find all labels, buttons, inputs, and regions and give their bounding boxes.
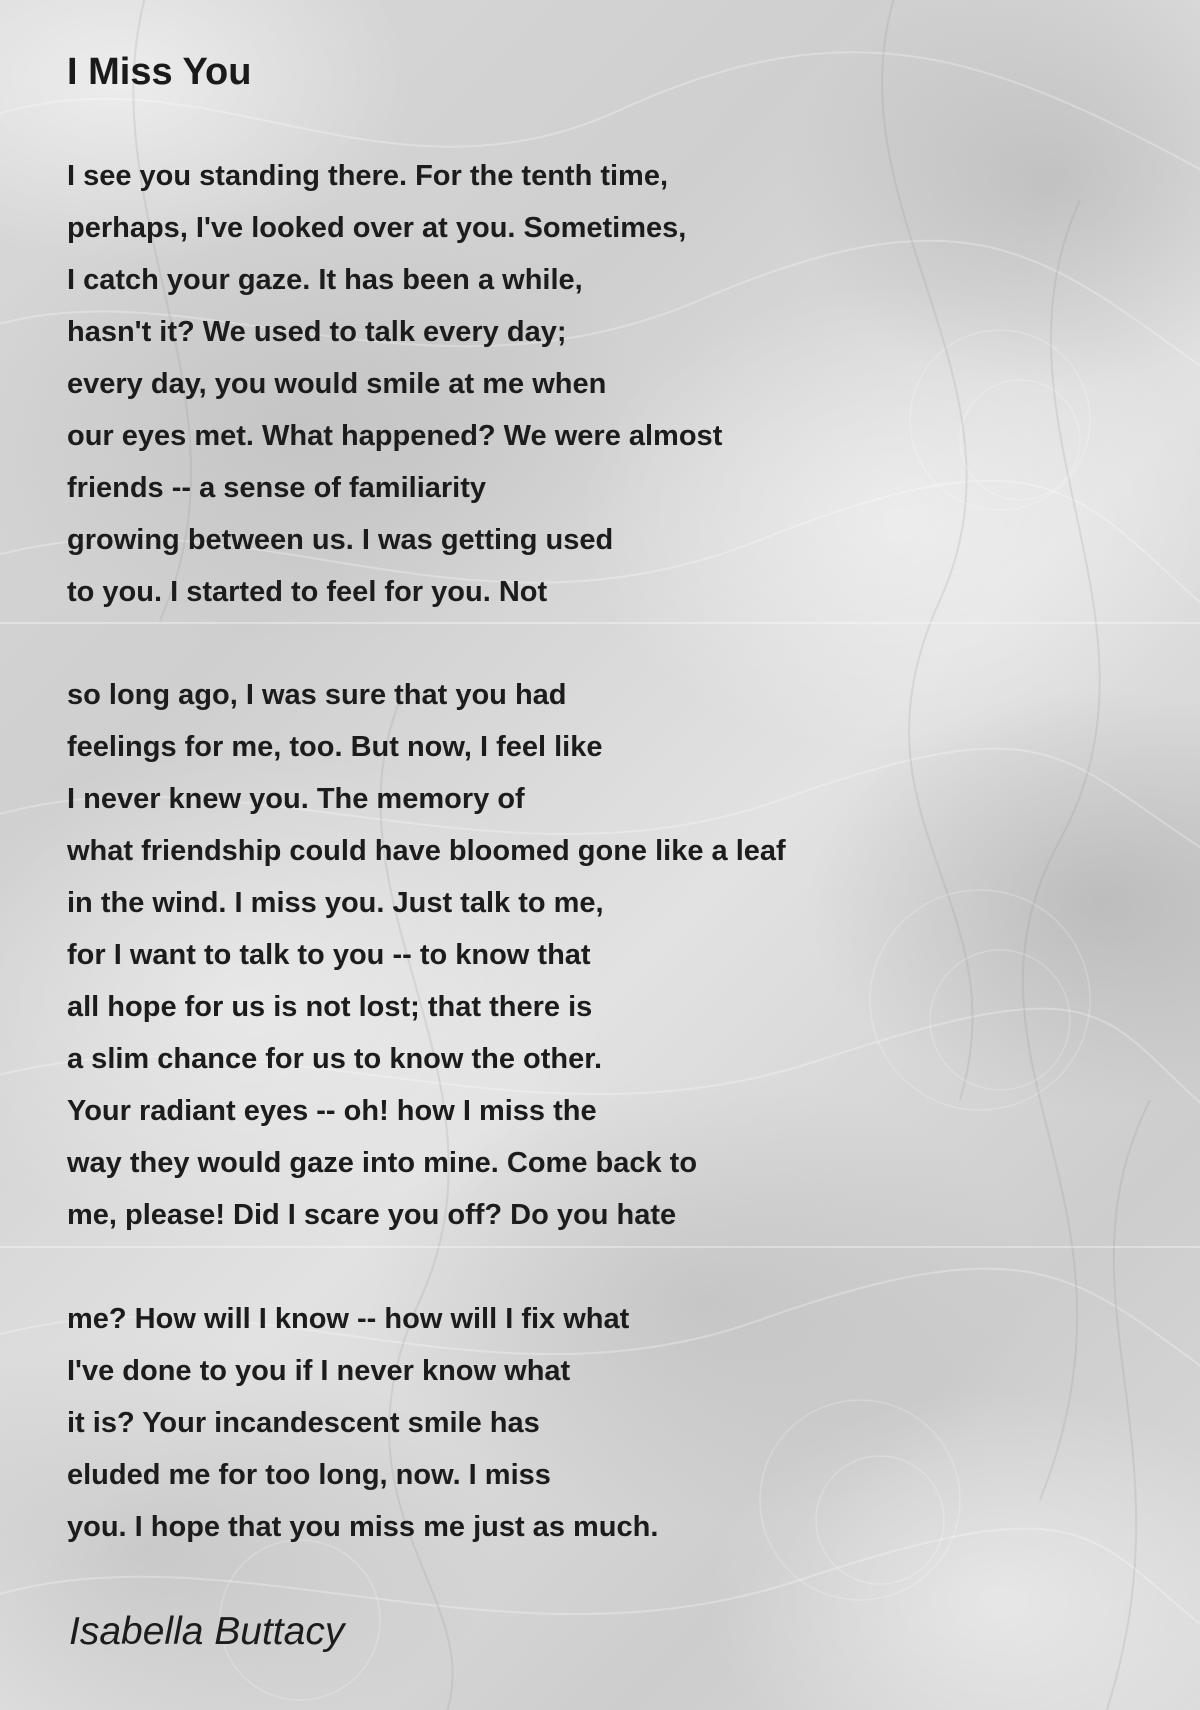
poem-line: eluded me for too long, now. I miss <box>67 1459 551 1491</box>
poem-line: in the wind. I miss you. Just talk to me, <box>67 887 604 919</box>
poem-line: I've done to you if I never know what <box>67 1355 571 1387</box>
poem-line: I catch your gaze. It has been a while, <box>67 264 583 296</box>
poem-line: you. I hope that you miss me just as much. <box>67 1511 659 1543</box>
poem-line: me? How will I know -- how will I fix what <box>67 1303 630 1335</box>
poem-line: our eyes met. What happened? We were almost <box>67 420 723 452</box>
poem-line: I see you standing there. For the tenth time, <box>67 160 669 192</box>
band-divider <box>0 1246 1200 1248</box>
poem-line: so long ago, I was sure that you had <box>67 679 567 711</box>
poem-line: perhaps, I've looked over at you. Sometimes, <box>67 212 687 244</box>
poem-line: way they would gaze into mine. Come back to <box>67 1147 698 1179</box>
stanza-3 <box>67 1293 658 1553</box>
poem-line: all hope for us is not lost; that there is <box>67 991 593 1023</box>
poem-line: hasn't it? We used to talk every day; <box>67 316 567 348</box>
poem-line: I never knew you. The memory of <box>67 783 525 815</box>
poem-line: to you. I started to feel for you. Not <box>67 576 548 608</box>
poem-line: a slim chance for us to know the other. <box>67 1043 602 1075</box>
poem-line: me, please! Did I scare you off? Do you hate <box>67 1199 677 1231</box>
poem-line: for I want to talk to you -- to know that <box>67 939 591 971</box>
stanza-1 <box>67 150 722 618</box>
poem-line: what friendship could have bloomed gone like a leaf <box>67 835 786 867</box>
poem-line: friends -- a sense of familiarity <box>67 472 487 504</box>
poem-line: it is? Your incandescent smile has <box>67 1407 540 1439</box>
stanza-2 <box>67 669 786 1241</box>
poem-line: growing between us. I was getting used <box>67 524 614 556</box>
band-divider <box>0 622 1200 624</box>
poem-line: feelings for me, too. But now, I feel like <box>67 731 603 763</box>
poem-line: Your radiant eyes -- oh! how I miss the <box>67 1095 597 1127</box>
poem-author: Isabella Buttacy <box>69 1610 345 1653</box>
poem-line: every day, you would smile at me when <box>67 368 607 400</box>
poem-title: I Miss You <box>67 51 252 93</box>
